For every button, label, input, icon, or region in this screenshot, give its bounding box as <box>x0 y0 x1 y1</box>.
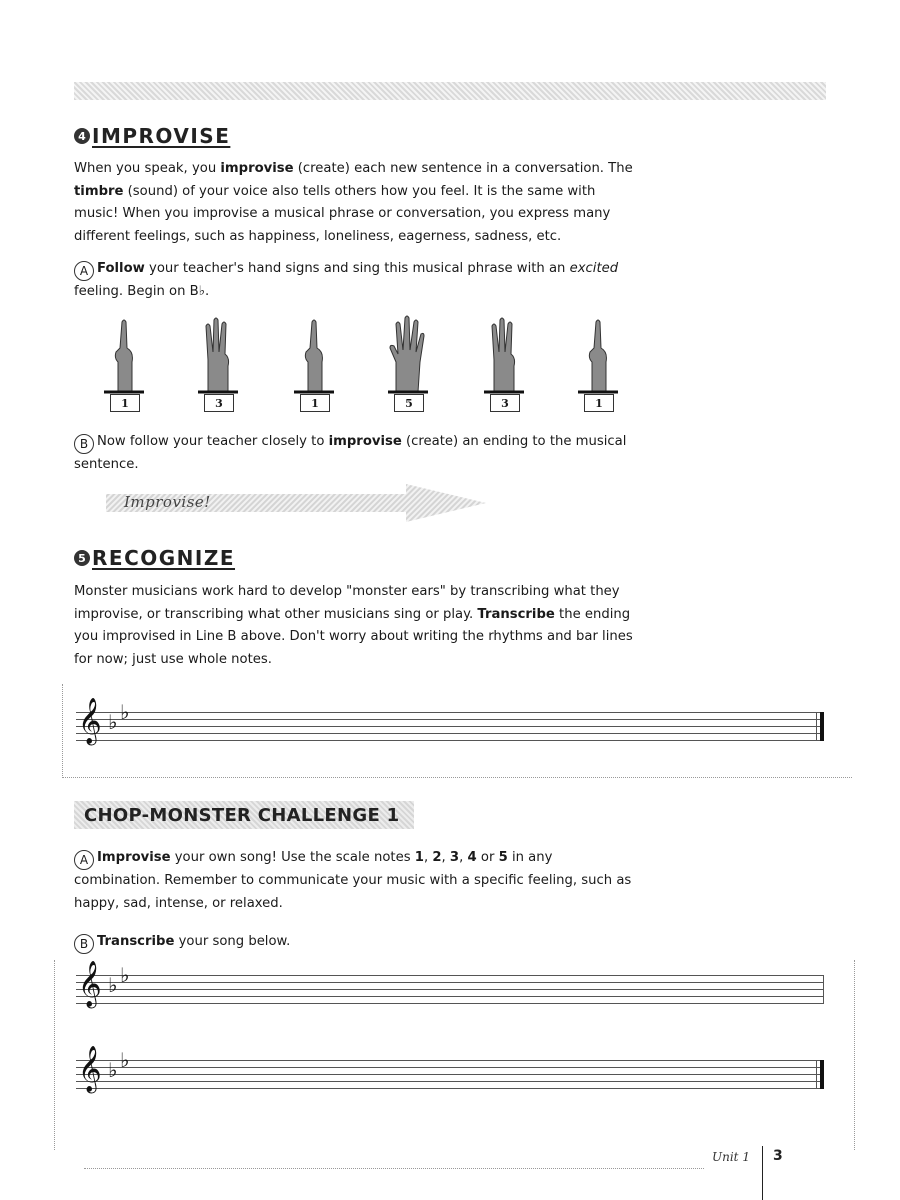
treble-clef-icon: 𝄞 <box>78 1046 102 1092</box>
hand-one-finger-icon <box>576 312 620 396</box>
flat-sign-icon: ♭ <box>108 973 118 997</box>
dotted-border <box>854 960 855 1150</box>
step-a-instruction: A Follow your teacher's hand signs and sing this musical phrase with an excited feeling. Begin on B♭. <box>74 261 619 300</box>
intro-paragraph: When you speak, you improvise (create) each new sentence in a conversation. The timbre (sound) of your voice also tells others how you feel. It is the same with music! When you improvise a musical phrase or conversation, you express many different feelings, such as happiness, loneliness, eagerness, sadness, etc. <box>74 161 633 244</box>
hand-three-fingers-icon <box>196 312 240 396</box>
hand-sign-2 <box>196 312 240 412</box>
step-letter-badge: B <box>74 934 94 954</box>
hand-open-palm-icon <box>386 312 430 396</box>
flat-sign-icon: ♭ <box>120 700 130 724</box>
treble-clef-icon: 𝄞 <box>78 961 102 1007</box>
hand-sign-number: 1 <box>584 394 614 412</box>
dotted-border <box>54 960 55 1150</box>
hand-sign-number: 1 <box>110 394 140 412</box>
hand-sign-number: 5 <box>394 394 424 412</box>
hand-sign-4 <box>386 312 430 412</box>
flat-sign-icon: ♭ <box>120 963 130 987</box>
section-number-badge: 4 <box>74 128 90 144</box>
flat-sign-icon: ♭ <box>120 1048 130 1072</box>
flat-sign-icon: ♭ <box>108 710 118 734</box>
improvise-arrow-label: Improvise! <box>124 493 211 511</box>
recognize-paragraph: Monster musicians work hard to develop "monster ears" by transcribing what they improvise, or transcribing what other musicians sing or play. Transcribe the ending you improvised in Line B above. Don't worry about writing the rhythms and bar lines for now; just use whole notes. <box>74 584 633 667</box>
footer-unit-label: Unit 1 <box>712 1150 750 1164</box>
hand-sign-number: 3 <box>204 394 234 412</box>
hand-sign-number: 3 <box>490 394 520 412</box>
section-title: IMPROVISE <box>92 124 231 148</box>
hand-sign-6 <box>576 312 620 412</box>
hand-sign-number: 1 <box>300 394 330 412</box>
music-staff <box>76 1046 824 1092</box>
hand-sign-1 <box>102 312 146 412</box>
hand-one-finger-icon <box>292 312 336 396</box>
footer-divider <box>762 1146 763 1200</box>
hand-sign-3 <box>292 312 336 412</box>
section-heading-recognize <box>74 546 235 570</box>
page-number: 3 <box>773 1148 783 1164</box>
dotted-border <box>84 1168 704 1169</box>
challenge-step-b: B Transcribe your song below. <box>74 931 634 954</box>
hand-three-fingers-icon <box>482 312 526 396</box>
section-number-badge: 5 <box>74 550 90 566</box>
section-title: RECOGNIZE <box>92 546 236 570</box>
flat-sign-icon: ♭ <box>108 1058 118 1082</box>
music-staff <box>76 961 824 1007</box>
dotted-border <box>62 684 63 778</box>
challenge-banner <box>74 801 414 829</box>
treble-clef-icon: 𝄞 <box>78 698 102 744</box>
step-b-instruction: B Now follow your teacher closely to improvise (create) an ending to the musical sentence. <box>74 434 627 473</box>
decorative-band <box>74 82 826 100</box>
challenge-title: CHOP-MONSTER CHALLENGE 1 <box>84 804 400 826</box>
hand-sign-5 <box>482 312 526 412</box>
music-staff <box>76 698 824 744</box>
section-heading-improvise <box>74 124 230 148</box>
step-letter-badge: B <box>74 434 94 454</box>
hand-one-finger-icon <box>102 312 146 396</box>
step-letter-badge: A <box>74 850 94 870</box>
step-letter-badge: A <box>74 261 94 281</box>
challenge-step-a: A Improvise your own song! Use the scale notes 1, 2, 3, 4 or 5 in any combination. Remember to communicate your music with a specific feeling, such as happy, sad, intense, or relaxed. <box>74 850 632 911</box>
dotted-border <box>62 777 852 778</box>
